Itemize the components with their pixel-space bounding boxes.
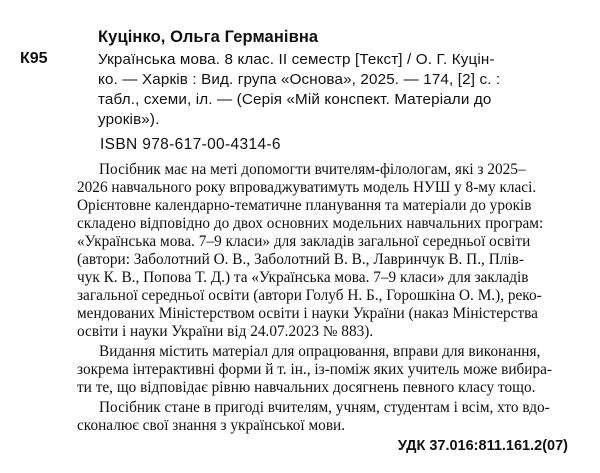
paragraph-line: (автори: Заболотний О. В., Заболотний В. В., Лавринчук В. П., Плів- [77,251,524,268]
title-line: ко. — Харків : Вид. група «Основа», 2025. — 174, [2] с. : [98,71,501,88]
paragraph-line: зокрема інтерактивні форми й т. ін., із-поміж яких учитель може вибира- [77,361,553,378]
paragraph-line: чук К. В., Попова Т. Д.) та «Українська мова. 7–9 класи» для закладів [77,269,529,286]
paragraph-line: освіти і науки України від 24.07.2023 № 883). [77,323,374,340]
classmark: К95 [20,50,48,67]
isbn: ISBN 978-617-00-4314-6 [100,136,281,153]
paragraph-line: Видання містить матеріал для опрацювання, вправи для виконання, [99,343,541,360]
udc-code: УДК 37.016:811.161.2(07) [397,438,568,454]
title-line: уроків»). [98,111,160,128]
title-line: Українська мова. 8 клас. ІІ семестр [Текст] / О. Г. Куцін- [98,51,495,68]
paragraph-line: Посібник має на меті допомогти вчителям-філологам, які з 2025– [99,161,526,178]
paragraph-line: ти те, що відповідає рівню навчальних досягнень певного класу тощо. [77,379,536,396]
paragraph-line: 2026 навчального року впроваджуватимуть модель НУШ у 8-му класі. [77,179,537,196]
paragraph-line: Орієнтовне календарно-тематичне планування та матеріали до уроків [77,197,532,214]
title-line: табл., схеми, іл. — (Серія «Мій конспект. Матеріали до [98,91,492,108]
paragraph-line: загальної середньої освіти (автори Голуб Н. Б., Горошкіна О. М.), реко- [77,287,542,304]
author-heading: Куцінко, Ольга Германівна [98,28,319,46]
paragraph-line: «Українська мова. 7–9 класи» для закладів загальної середньої освіти [77,233,531,250]
paragraph-line: мендованих Міністерством освіти і науки України (наказ Міністерства [77,305,538,322]
paragraph-line: складено відповідно до двох основних модельних навчальних програм: [77,215,544,232]
paragraph-line: Посібник стане в пригоді вчителям, учням, студентам і всім, хто вдо- [99,399,550,416]
paragraph-line: сконалює свої знання з української мови. [77,417,346,434]
